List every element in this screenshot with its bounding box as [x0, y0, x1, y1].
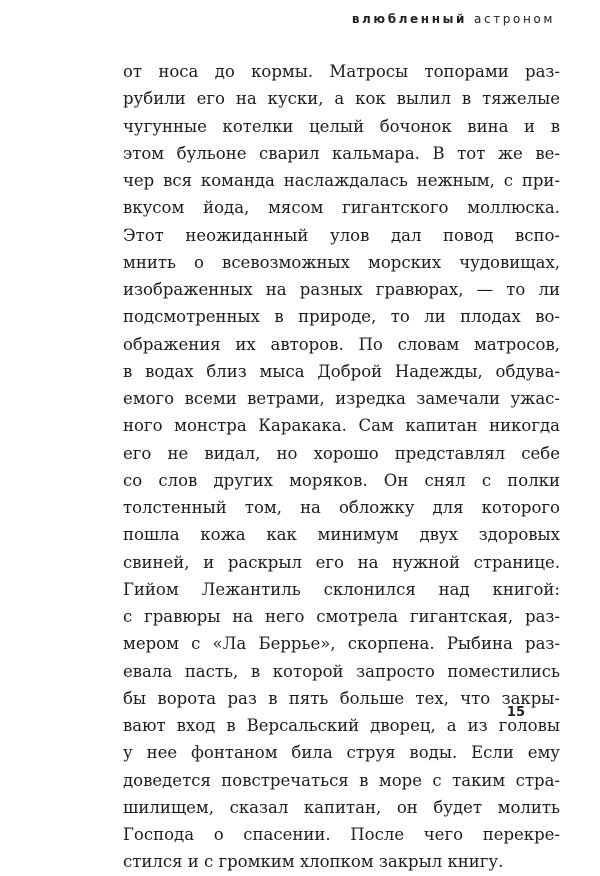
text-line: Этот неожиданный улов дал повод вспо-: [123, 225, 560, 245]
text-line: вают вход в Версальский дворец, а из головы: [123, 716, 560, 735]
text-line: от носа до кормы. Матросы топорами раз-: [123, 62, 560, 81]
text-line: у нее фонтаном била струя воды. Если ему: [123, 743, 560, 763]
text-line: свиней, и раскрыл его на нужной странице.: [123, 552, 560, 572]
text-line: бы ворота раз в пять больше тех, что закры-: [123, 688, 560, 708]
body-text: [123, 58, 560, 876]
running-header-regular: астроном: [474, 12, 555, 26]
text-line: с гравюры на него смотрела гигантская, раз-: [123, 607, 560, 626]
text-line: в водах близ мыса Доброй Надежды, обдува-: [123, 361, 560, 381]
text-line: чер вся команда наслаждалась нежным, с при-: [123, 171, 560, 190]
text-line: мером с «Ла Беррье», скорпена. Рыбина раз-: [123, 634, 560, 654]
text-line: рубили его на куски, а кок вылил в тяжелые: [123, 89, 560, 109]
running-header-bold: влюбленный: [351, 12, 468, 26]
text-line: чугунные котелки целый бочонок вина и в: [123, 116, 560, 136]
text-line: его не видал, но хорошо представлял себе: [123, 443, 560, 463]
text-line: емого всеми ветрами, изредка замечали ужас-: [123, 389, 560, 408]
text-line: вкусом йода, мясом гигантского моллюска.: [123, 198, 560, 218]
text-line: изображенных на разных гравюрах, — то ли: [123, 280, 560, 299]
text-line: подсмотренных в природе, то ли плодах во-: [123, 307, 560, 327]
running-header: [0, 12, 555, 26]
text-line: шилищем, сказал капитан, он будет молить: [123, 797, 560, 817]
text-line: толстенный том, на обложку для которого: [123, 498, 560, 517]
text-line: ображения их авторов. По словам матросов,: [123, 334, 560, 354]
text-line: пошла кожа как минимум двух здоровых: [123, 525, 560, 545]
text-line: стился и с громким хлопком закрыл книгу.: [123, 852, 504, 872]
text-line: мнить о всевозможных морских чудовищах,: [123, 252, 560, 272]
text-line: Гийом Лежантиль склонился над книгой:: [123, 579, 560, 599]
page-number: 15: [506, 705, 525, 720]
text-line: доведется повстречаться в море с таким стра-: [123, 770, 560, 790]
text-line: евала пасть, в которой запросто поместились: [123, 661, 560, 681]
text-line: этом бульоне сварил кальмара. В тот же ве-: [123, 143, 560, 163]
text-line: со слов других моряков. Он снял с полки: [123, 470, 560, 490]
text-line: ного монстра Каракака. Сам капитан никогда: [123, 416, 560, 436]
text-line: Господа о спасении. После чего перекре-: [123, 825, 560, 844]
